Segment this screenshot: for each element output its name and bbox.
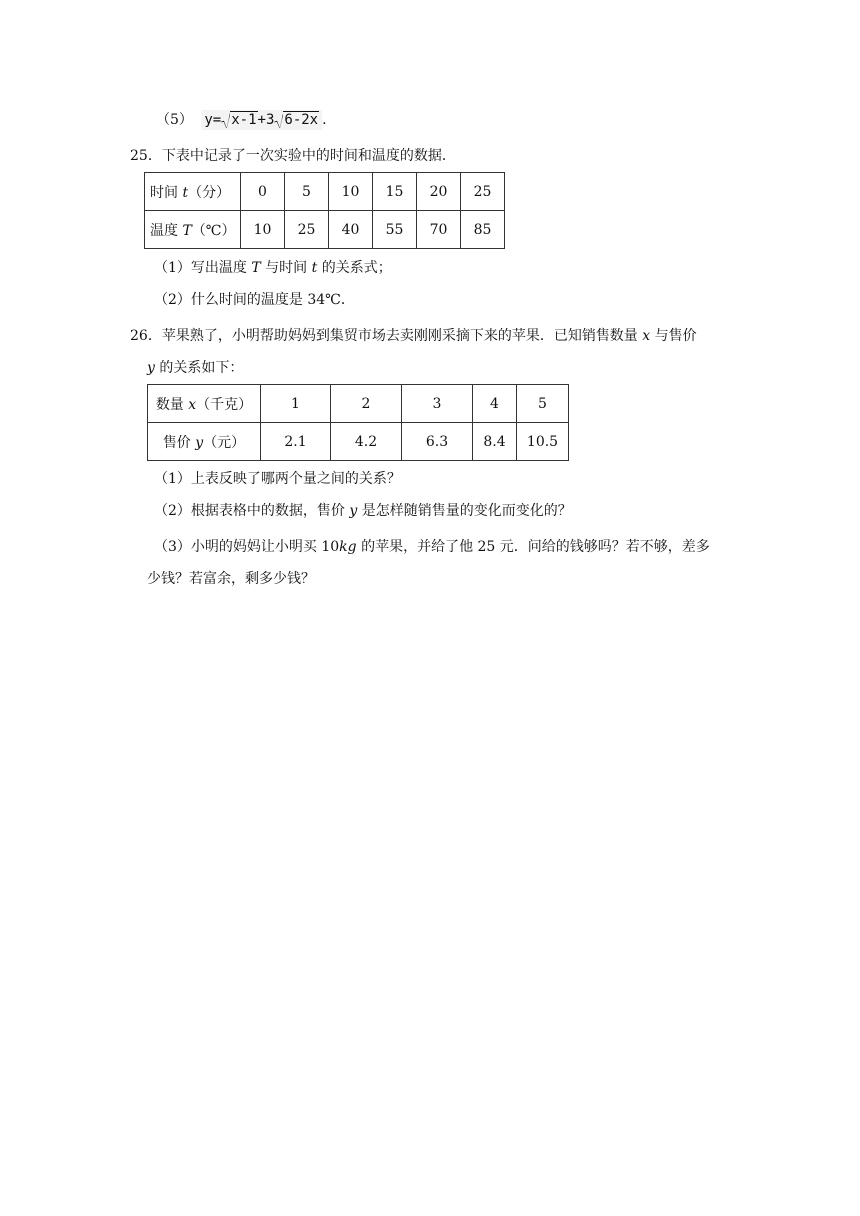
table-cell: 20 — [417, 173, 461, 211]
header-text: 时间 — [150, 184, 183, 201]
table-cell: 3 — [402, 385, 473, 423]
question-25-sub-1 — [154, 258, 392, 278]
formula — [201, 110, 322, 130]
question-26-stem — [130, 326, 697, 346]
text: （1）写出温度 — [154, 260, 252, 276]
var-x: x — [642, 328, 651, 344]
formula-y: y= — [204, 112, 222, 128]
table-cell: 10 — [329, 173, 373, 211]
var-t: t — [311, 260, 318, 276]
question-26-sub-1: （1）上表反映了哪两个量之间的关系？ — [154, 471, 401, 487]
table-cell: 25 — [461, 173, 505, 211]
header-unit: （千克） — [196, 396, 253, 413]
table-cell: 0 — [241, 173, 285, 211]
table-row — [148, 423, 569, 461]
table-header — [148, 385, 261, 423]
header-var: x — [188, 396, 197, 413]
table-cell: 5 — [285, 173, 329, 211]
text: （2）根据表格中的数据，售价 — [154, 503, 350, 519]
question-25-sub-2: （2）什么时间的温度是 34℃． — [154, 292, 355, 308]
header-text: 售价 — [162, 434, 196, 451]
var-T: T — [251, 260, 261, 276]
table-cell: 4.2 — [331, 423, 402, 461]
formula-plus3: +3 — [257, 112, 275, 128]
table-row — [148, 385, 569, 423]
table-cell: 2.1 — [261, 423, 331, 461]
table-cell: 2 — [331, 385, 402, 423]
table-cell: 1 — [261, 385, 331, 423]
table-header — [148, 423, 261, 461]
text: 与售价 — [650, 328, 697, 344]
table-cell: 15 — [373, 173, 417, 211]
table-cell: 4 — [473, 385, 517, 423]
table-cell: 10.5 — [517, 423, 569, 461]
var-y: y — [147, 360, 155, 376]
table-row — [145, 173, 505, 211]
question-26-sub-3-cont: 少钱？若富余，剩多少钱？ — [147, 571, 315, 587]
sqrt-1-content: x-1 — [231, 112, 257, 128]
header-unit: （℃） — [191, 222, 236, 239]
sqrt-2-content: 6-2x — [284, 112, 319, 128]
header-text: 数量 — [155, 396, 189, 413]
table-cell: 10 — [241, 211, 285, 249]
table-cell: 25 — [285, 211, 329, 249]
table-cell: 40 — [329, 211, 373, 249]
text: （3）小明的妈妈让小明买 10 — [154, 539, 340, 555]
time-temperature-table — [144, 172, 505, 249]
quantity-price-table — [147, 384, 569, 461]
text: 的关系如下： — [154, 360, 244, 376]
question-26-sub-3 — [154, 537, 710, 557]
header-var: T — [182, 222, 192, 239]
table-cell: 6.3 — [402, 423, 473, 461]
table-cell: 85 — [461, 211, 505, 249]
item-5-label: （5） — [156, 112, 193, 128]
table-cell: 8.4 — [473, 423, 517, 461]
sqrt-1 — [221, 110, 257, 130]
sqrt-2 — [274, 110, 319, 130]
text: 与时间 — [260, 260, 312, 276]
item-5-end: . — [322, 112, 327, 128]
unit-kg: kg — [339, 539, 357, 555]
header-text: 温度 — [150, 222, 183, 239]
var-y: y — [349, 503, 358, 519]
table-cell: 55 — [373, 211, 417, 249]
header-unit: （元） — [203, 434, 246, 451]
text: 的苹果，并给了他 25 元．问给的钱够吗？若不够，差多 — [356, 539, 710, 555]
question-26-sub-2 — [154, 501, 572, 521]
table-cell: 5 — [517, 385, 569, 423]
header-var: t — [182, 184, 189, 201]
text: 的关系式； — [317, 260, 392, 276]
text: 26．苹果熟了，小明帮助妈妈到集贸市场去卖刚刚采摘下来的苹果．已知销售数量 — [130, 328, 643, 344]
header-var: y — [195, 434, 204, 451]
table-row — [145, 211, 505, 249]
table-cell: 70 — [417, 211, 461, 249]
table-header — [145, 173, 241, 211]
table-header — [145, 211, 241, 249]
text: 是怎样随销售量的变化而变化的？ — [357, 503, 572, 519]
question-26-stem-cont — [147, 358, 243, 378]
header-unit: （分） — [188, 184, 231, 201]
item-5 — [156, 110, 327, 130]
question-25-stem: 25．下表中记录了一次实验中的时间和温度的数据． — [130, 148, 456, 164]
